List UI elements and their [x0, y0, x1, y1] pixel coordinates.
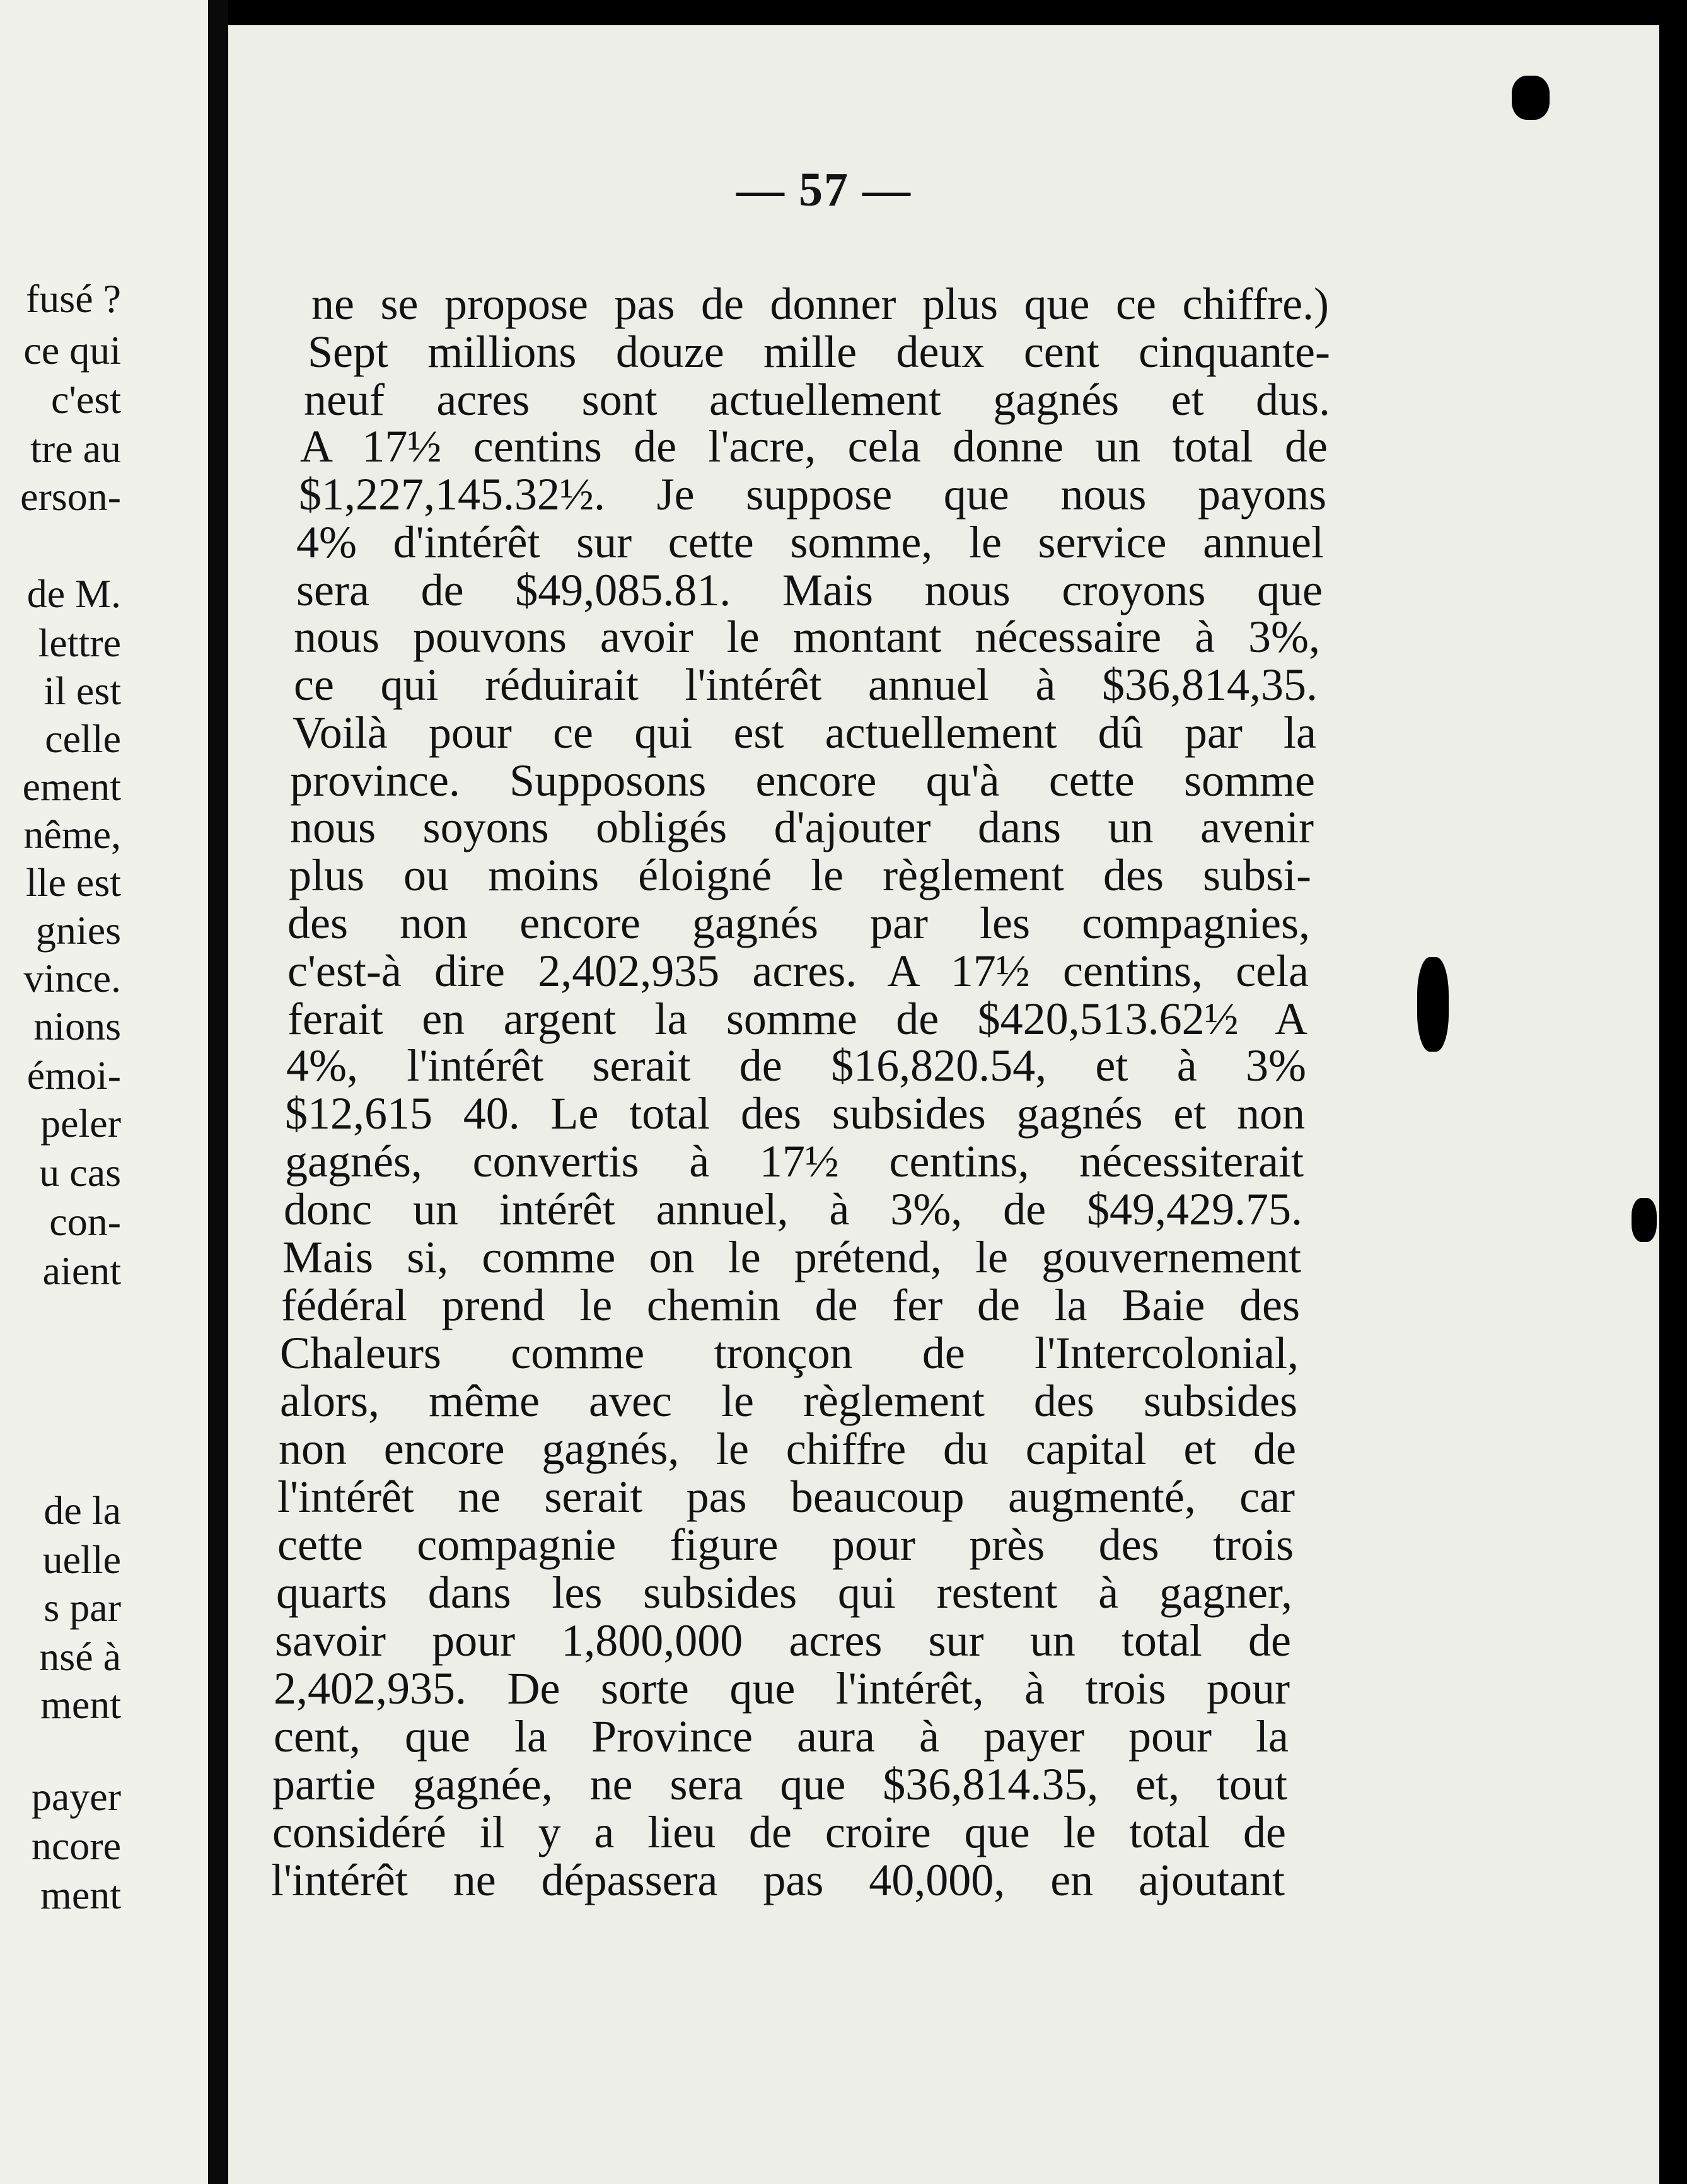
body-line: ne se propose pas de donner plus que ce chiffre.)	[311, 279, 1329, 329]
body-line: fédéral prend le chemin de fer de la Baie des	[281, 1280, 1300, 1330]
left-page-line: payer	[31, 1774, 121, 1819]
left-page-line: peler	[40, 1101, 121, 1146]
body-line: quarts dans les subsides qui restent à gagner,	[276, 1567, 1292, 1618]
left-page-line: lle est	[25, 860, 121, 905]
page-number-text: — 57 —	[736, 163, 912, 216]
body-line: partie gagnée, ne sera que $36,814.35, et, tout	[272, 1759, 1287, 1809]
body-line: $12,615 40. Le total des subsides gagnés et non	[285, 1088, 1305, 1139]
body-line: ce qui réduirait l'intérêt annuel à $36,814,35.	[294, 659, 1318, 710]
left-page-line: nions	[33, 1004, 121, 1048]
body-line: l'intérêt ne serait pas beaucoup augmenté, car	[277, 1472, 1295, 1522]
body-line: 4% d'intérêt sur cette somme, le service annuel	[296, 517, 1324, 567]
left-page-line: con-	[49, 1199, 121, 1244]
left-page-line: émoi-	[26, 1053, 121, 1098]
left-page-line: vince.	[23, 956, 121, 1001]
left-page-line: c'est	[50, 377, 121, 422]
left-page-line: aient	[42, 1248, 121, 1293]
body-line: c'est-à dire 2,402,935 acres. A 17½ centins, cela	[287, 946, 1309, 996]
body-line: l'intérêt ne dépassera pas 40,000, en ajoutant	[271, 1855, 1285, 1905]
body-line: donc un intérêt annuel, à 3%, de $49,429.75.	[284, 1184, 1302, 1234]
left-page-line: s par	[43, 1585, 121, 1630]
body-line: non encore gagnés, le chiffre du capital et de	[279, 1424, 1296, 1474]
body-line: considéré il y a lieu de croire que le total de	[272, 1807, 1286, 1857]
body-line: cette compagnie figure pour près des trois	[277, 1519, 1294, 1570]
body-line: neuf acres sont actuellement gagnés et dus.	[304, 375, 1330, 425]
body-line: Sept millions douze mille deux cent cinquante-	[308, 327, 1330, 377]
page-gutter	[208, 0, 228, 2184]
left-page-line: de la	[43, 1488, 121, 1533]
body-line: Mais si, comme on le prétend, le gouvernement	[282, 1232, 1301, 1282]
left-page-line: il est	[43, 668, 121, 713]
body-line: sera de $49,085.81. Mais nous croyons que	[296, 565, 1323, 615]
body-line: cent, que la Province aura à payer pour la	[274, 1711, 1289, 1762]
body-line: gagnés, convertis à 17½ centins, nécessiterait	[285, 1136, 1304, 1187]
ink-blot	[1417, 957, 1449, 1052]
left-page-line: nême,	[23, 812, 121, 857]
left-page-line: fusé ?	[25, 276, 121, 321]
main-page	[228, 25, 1659, 2184]
body-line: 2,402,935. De sorte que l'intérêt, à trois pour	[274, 1663, 1290, 1714]
left-page-line: nsé à	[39, 1634, 121, 1679]
left-page-line: gnies	[35, 908, 121, 953]
previous-page-fragment	[0, 0, 208, 2184]
body-line: 4%, l'intérêt serait de $16,820.54, et à 3%	[286, 1040, 1306, 1091]
body-line: plus ou moins éloigné le règlement des subsi-	[289, 850, 1311, 900]
left-page-line: celle	[45, 716, 121, 761]
body-line: ferait en argent la somme de $420,513.62½ A	[287, 994, 1307, 1044]
body-line: $1,227,145.32½. Je suppose que nous payons	[299, 469, 1326, 520]
left-page-line: ement	[22, 764, 121, 809]
left-page-line: ncore	[31, 1823, 121, 1868]
ink-blot	[1512, 76, 1550, 120]
page-number	[228, 163, 1659, 218]
left-page-line: ment	[40, 1682, 121, 1727]
left-page-line: lettre	[38, 620, 121, 665]
left-page-line: ce qui	[23, 328, 121, 373]
body-line: des non encore gagnés par les compagnies,	[287, 898, 1310, 948]
body-line: Chaleurs comme tronçon de l'Intercolonial,	[280, 1328, 1299, 1378]
ink-blot	[1632, 1198, 1657, 1242]
left-page-line: erson-	[20, 474, 121, 519]
body-line: alors, même avec le règlement des subsides	[280, 1376, 1297, 1426]
left-page-line: ment	[40, 1873, 121, 1917]
left-page-line: tre au	[30, 426, 121, 471]
left-page-line: uelle	[42, 1537, 121, 1582]
left-page-line: de M.	[26, 571, 121, 616]
body-line: A 17½ centins de l'acre, cela donne un total de	[300, 421, 1328, 472]
body-line: savoir pour 1,800,000 acres sur un total de	[275, 1615, 1291, 1666]
body-line: nous pouvons avoir le montant nécessaire à 3%,	[294, 612, 1320, 662]
body-line: nous soyons obligés d'ajouter dans un avenir	[290, 802, 1314, 852]
body-line: province. Supposons encore qu'à cette somme	[290, 755, 1315, 806]
left-page-line: u cas	[39, 1150, 121, 1195]
body-line: Voilà pour ce qui est actuellement dû par la	[293, 707, 1316, 758]
